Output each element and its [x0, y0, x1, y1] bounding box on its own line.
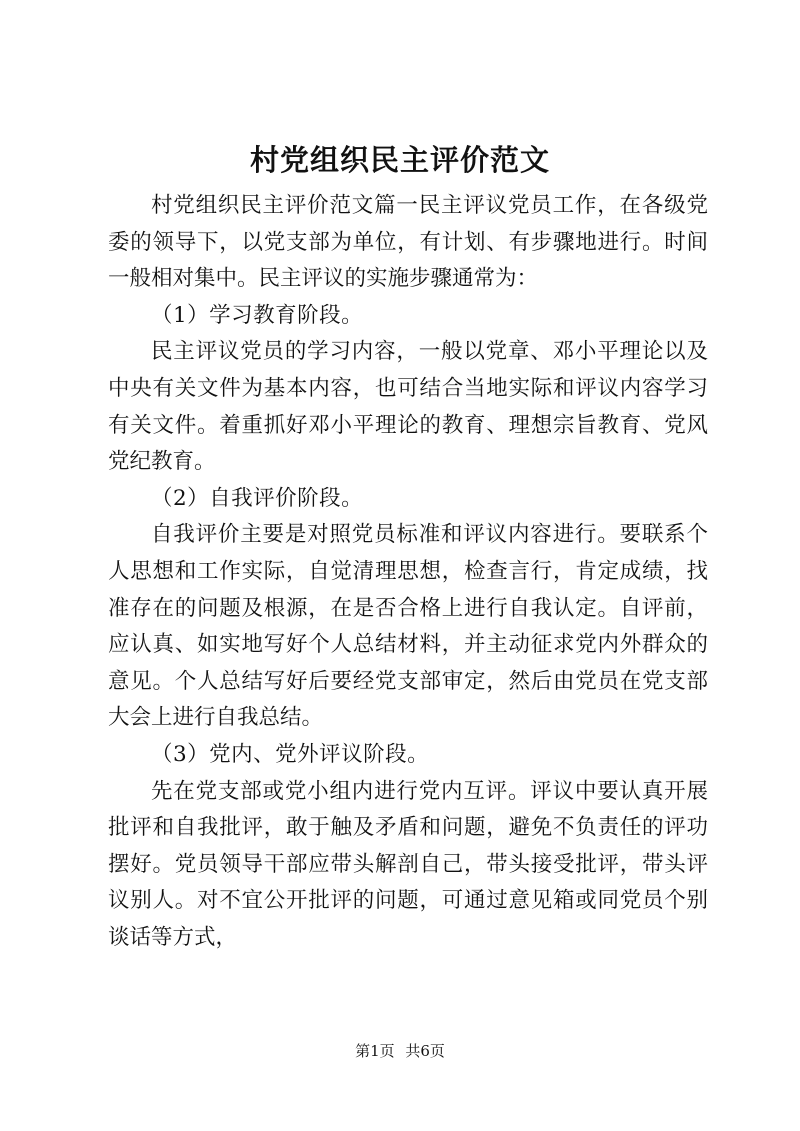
section-heading-2: （2）自我评价阶段。: [151, 485, 364, 511]
paragraph-self-evaluation: 自我评价主要是对照党员标准和评议内容进行。要联系个人思想和工作实际，自觉清理思想，检查言行，肯定成绩，找准存在的问题及根源，在是否合格上进行自我认定。自评前，应认真、如实地写好个人总结材料，并主动征求党内外群众的意见。个人总结写好后要经党支部审定，然后由党员在党支部大会上进行自我总结。: [108, 522, 708, 731]
paragraph-peer-review: 先在党支部或党小组内进行党内互评。评议中要认真开展批评和自我批评，敢于触及矛盾和问题，避免不负责任的评功摆好。党员领导干部应带头解剖自己，带头接受批评，带头评议别人。对不宜公开批评的问题，可通过意见箱或同党员个别谈话等方式，: [108, 778, 708, 950]
paragraph-study: 民主评议党员的学习内容，一般以党章、邓小平理论以及中央有关文件为基本内容，也可结合当地实际和评议内容学习有关文件。着重抓好邓小平理论的教育、理想宗旨教育、党风党纪教育。: [108, 339, 708, 475]
page-title: 村党组织民主评价范文: [249, 143, 550, 177]
page-footer: [0, 1040, 800, 1062]
document-body: [108, 188, 708, 956]
section-heading-3: （3）党内、党外评议阶段。: [151, 741, 430, 767]
page-number: 第1页: [355, 1042, 395, 1060]
paragraph-intro: 村党组织民主评价范文篇一民主评议党员工作，在各级党委的领导下，以党支部为单位，有计划、有步骤地进行。时间一般相对集中。民主评议的实施步骤通常为：: [108, 193, 708, 292]
page-total: 共6页: [405, 1042, 445, 1060]
section-heading-1: （1）学习教育阶段。: [151, 302, 364, 328]
